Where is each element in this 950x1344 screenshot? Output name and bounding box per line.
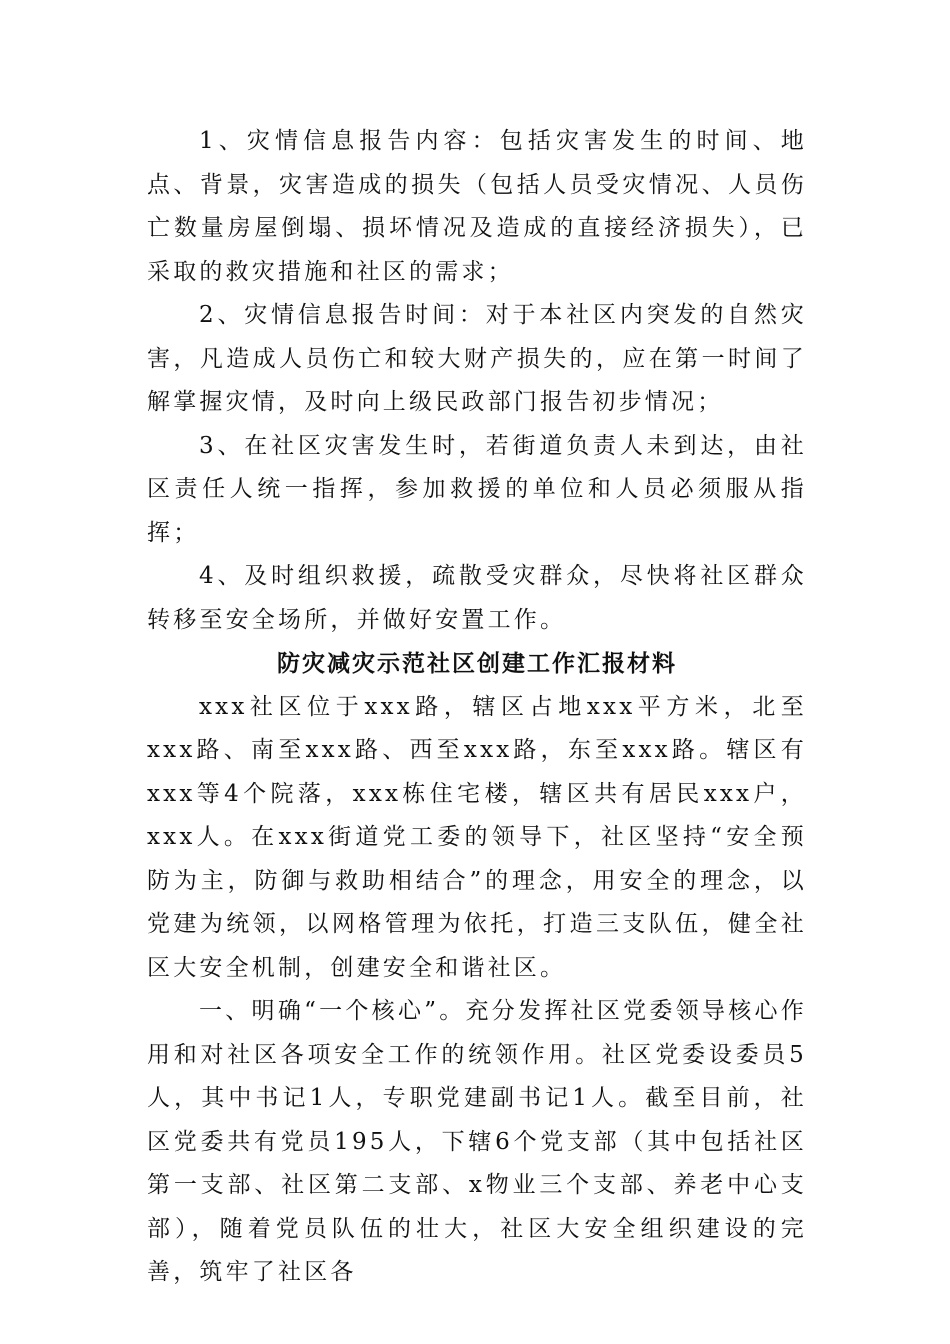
paragraph-one-core: 一、明确“一个核心”。充分发挥社区党委领导核心作用和对社区各项安全工作的统领作用。社区党委设委员5人，其中书记1人，专职党建副书记1人。截至目前，社区党委共有党员195人，下辖6个党支部（其中包括社区第一支部、社区第二支部、x物业三个支部、养老中心支部），随着党员队伍的壮大，社区大安全组织建设的完善，筑牢了社区各	[147, 998, 807, 1285]
section-title: 防灾减灾示范社区创建工作汇报材料	[277, 650, 677, 677]
paragraph-disaster-report-time: 2、灾情信息报告时间：对于本社区内突发的自然灾害，凡造成人员伤亡和较大财产损失的，应在第一时间了解掌握灾情，及时向上级民政部门报告初步情况；	[147, 302, 807, 415]
paragraph-rescue-evacuation: 4、及时组织救援，疏散受灾群众，尽快将社区群众转移至安全场所，并做好安置工作。	[147, 563, 807, 633]
paragraph-disaster-report-content: 1、灾情信息报告内容：包括灾害发生的时间、地点、背景，灾害造成的损失（包括人员受灾情况、人员伤亡数量房屋倒塌、损坏情况及造成的直接经济损失），已采取的救灾措施和社区的需求；	[147, 128, 807, 285]
paragraph-command-responsibility: 3、在社区灾害发生时，若街道负责人未到达，由社区责任人统一指挥，参加救援的单位和人员必须服从指挥；	[147, 432, 807, 546]
paragraph-community-overview: xxx社区位于xxx路，辖区占地xxx平方米，北至xxx路、南至xxx路、西至xxx路，东至xxx路。辖区有xxx等4个院落，xxx栋住宅楼，辖区共有居民xxx户，xxx人。在xxx街道党工委的领导下，社区坚持“安全预防为主，防御与救助相结合”的理念，用安全的理念，以党建为统领，以网格管理为依托，打造三支队伍，健全社区大安全机制，创建安全和谐社区。	[147, 693, 807, 981]
document-body	[147, 120, 807, 1295]
